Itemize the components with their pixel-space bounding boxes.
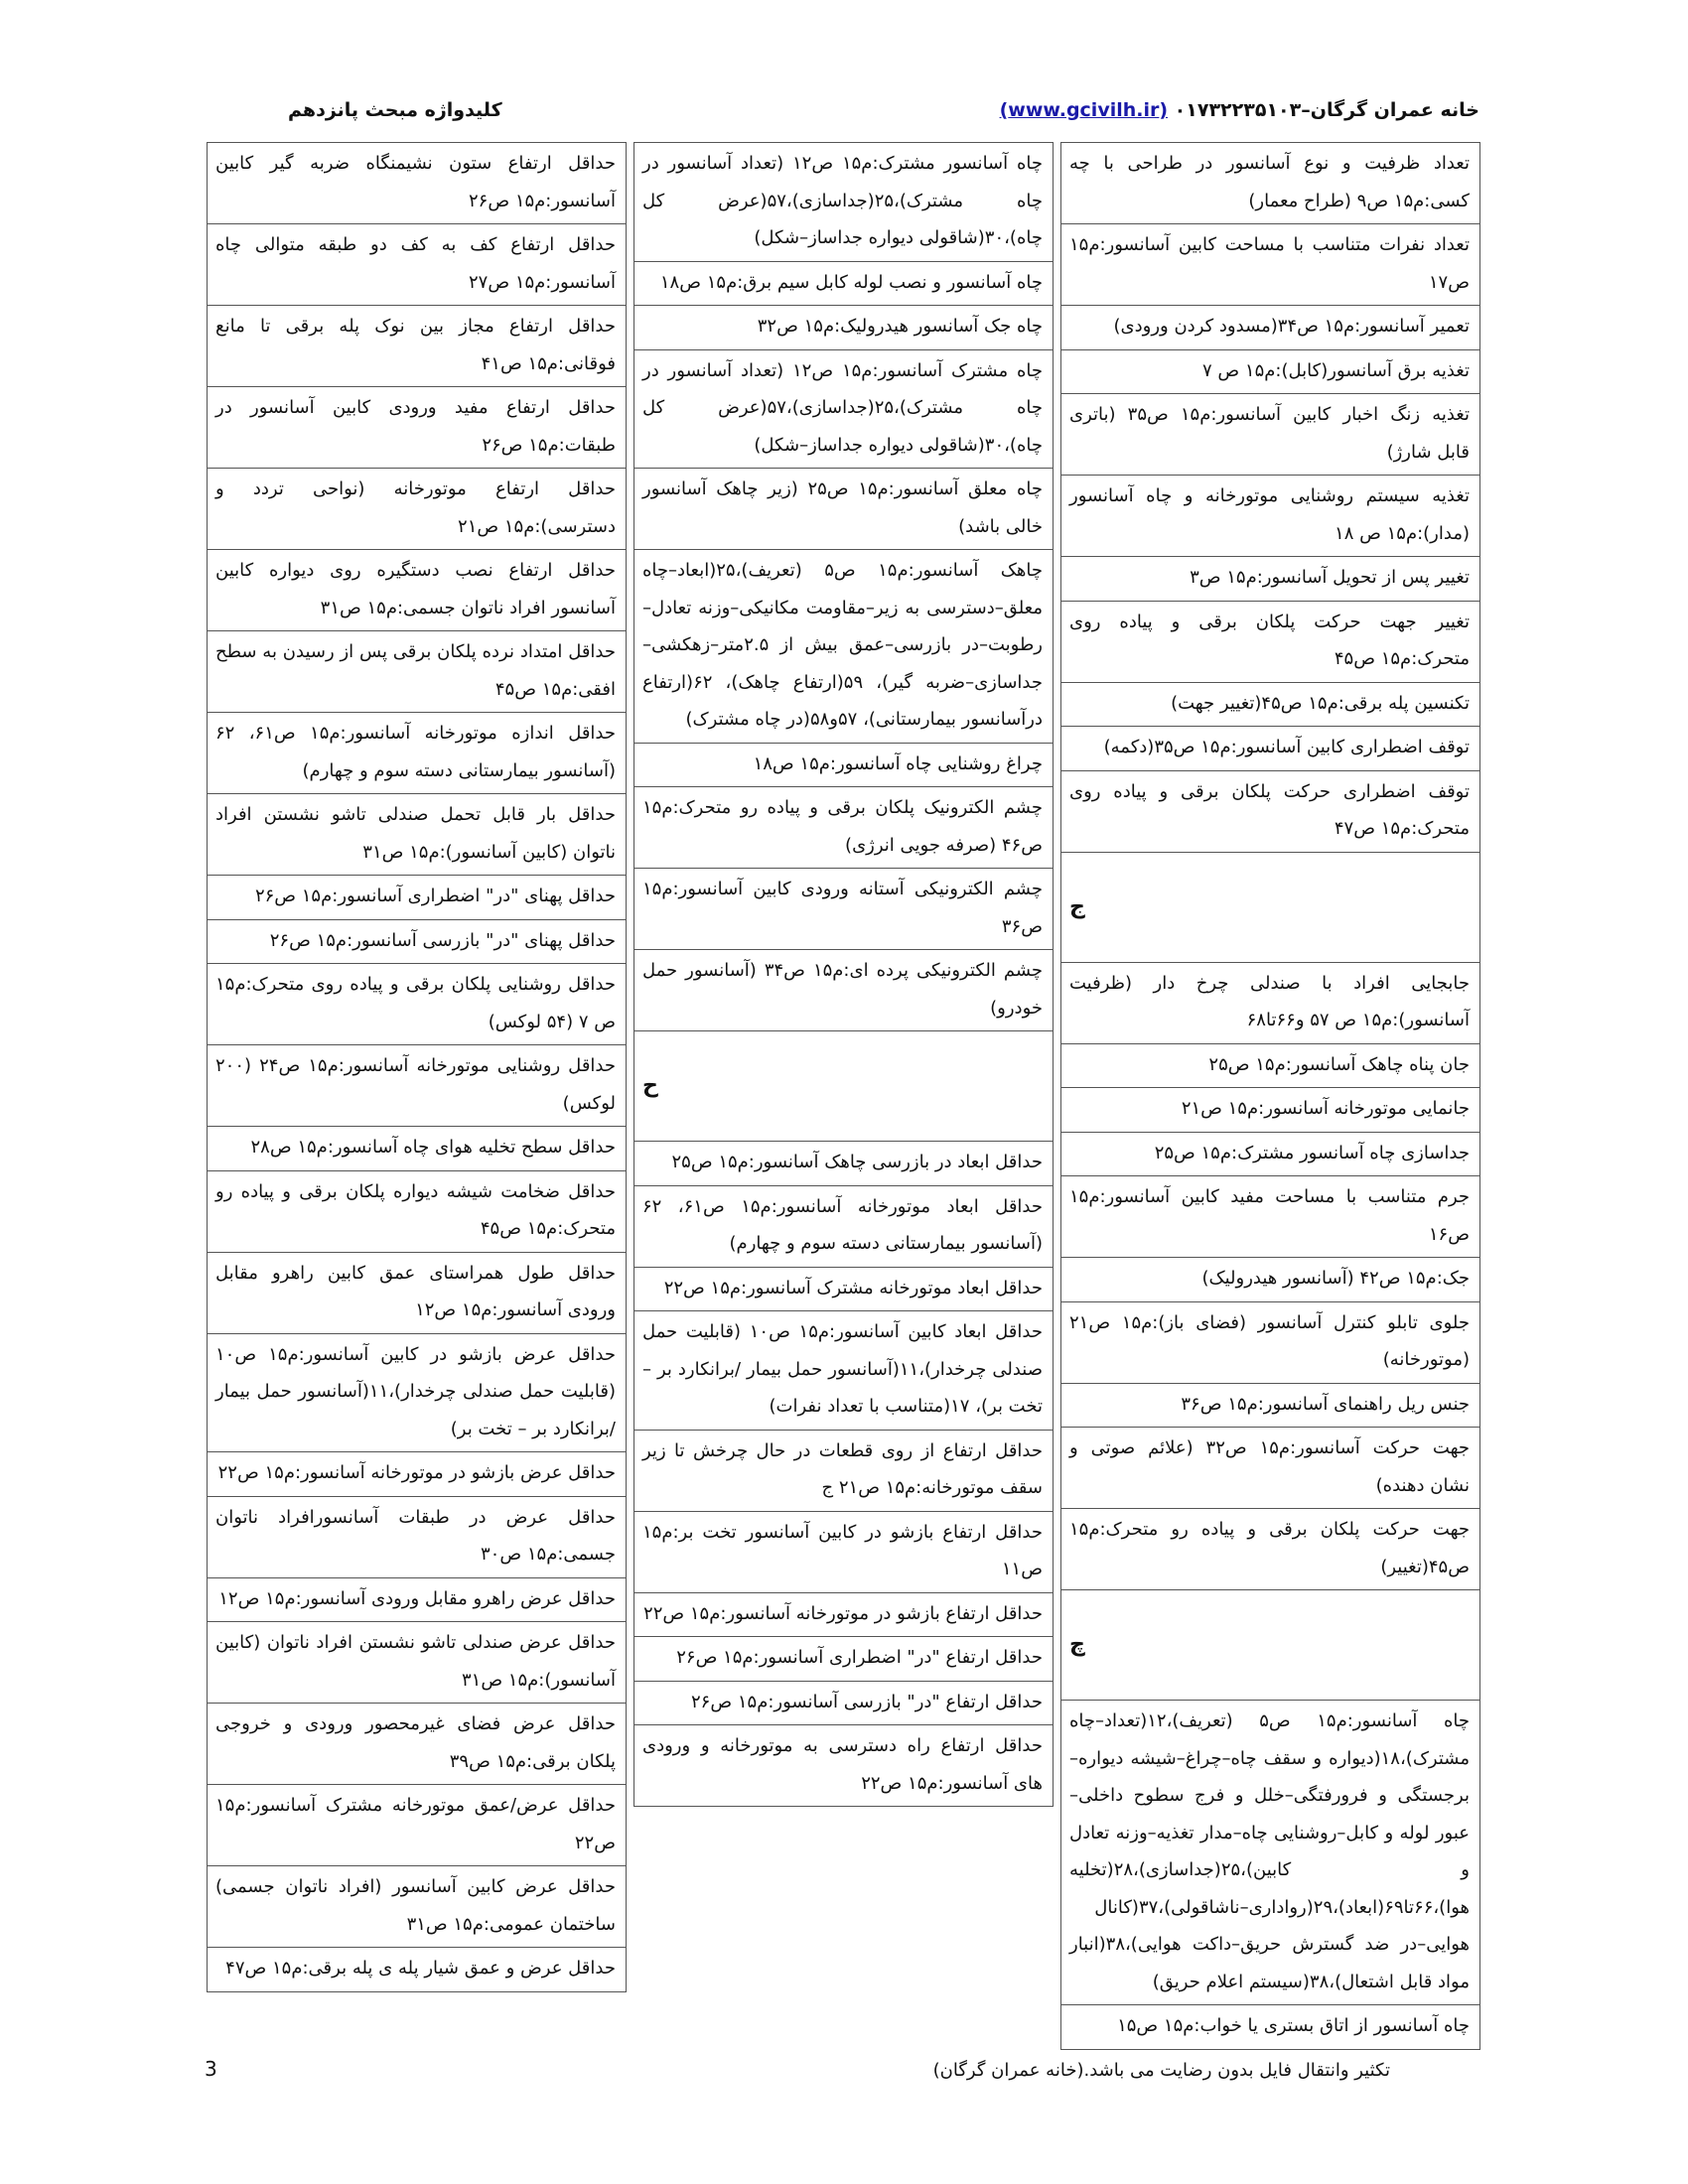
glossary-column-1	[1060, 143, 1480, 2050]
glossary-entry: چاه آسانسور مشترک:م۱۵ ص۱۲ (تعداد آسانسور در چاه مشترک)،۲۵(جداسازی)،۵۷(عرض کل چاه)،۳۰(شاقولی دیواره جداساز–شکل)	[633, 142, 1054, 262]
glossary-entry: تعداد نفرات متناسب با مساحت کابین آسانسور:م۱۵ ص۱۷	[1060, 223, 1480, 306]
glossary-entry: حداقل ارتفاع راه دسترسی به موتورخانه و ورودی های آسانسور:م۱۵ ص۲۲	[633, 1724, 1054, 1807]
glossary-entry: جلوی تابلو کنترل آسانسور (فضای باز):م۱۵ ص۲۱ (موتورخانه)	[1060, 1301, 1480, 1384]
glossary-entry: تغذیه برق آسانسور(کابل):م۱۵ ص ۷	[1060, 349, 1480, 395]
glossary-entry: توقف اضطراری حرکت پلکان برقی و پیاده روی متحرک:م۱۵ ص۴۷	[1060, 770, 1480, 853]
glossary-entry: توقف اضطراری کابین آسانسور:م۱۵ ص۳۵(دکمه)	[1060, 726, 1480, 771]
glossary-entry: حداقل عرض کابین آسانسور (افراد ناتوان جسمی) ساختمان عمومی:م۱۵ ص۳۱	[207, 1865, 627, 1948]
page-number: 3	[205, 2057, 217, 2081]
glossary-entry: چاه آسانسور و نصب لوله کابل سیم برق:م۱۵ ص۱۸	[633, 261, 1054, 307]
glossary-entry: جان پناه چاهک آسانسور:م۱۵ ص۲۵	[1060, 1043, 1480, 1089]
header-org: خانه عمران گرگان–۰۱۷۳۲۲۳۵۱۰۳	[1174, 99, 1479, 121]
glossary-entry: جک:م۱۵ ص۴۲ (آسانسور هیدرولیک)	[1060, 1257, 1480, 1302]
glossary-column-3	[207, 143, 627, 1992]
glossary-entry: حداقل ضخامت شیشه دیواره پلکان برقی و پیاده رو متحرک:م۱۵ ص۴۵	[207, 1170, 627, 1253]
glossary-entry: حداقل ارتفاع بازشو در موتورخانه آسانسور:م۱۵ ص۲۲	[633, 1592, 1054, 1638]
glossary-entry: حداقل عرض صندلی تاشو نشستن افراد ناتوان (کابین آسانسور):م۱۵ ص۳۱	[207, 1621, 627, 1704]
glossary-entry: حداقل ارتفاع بازشو در کابین آسانسور تخت بر:م۱۵ ص۱۱	[633, 1511, 1054, 1593]
glossary-entry: جرم متناسب با مساحت مفید کابین آسانسور:م۱۵ ص۱۶	[1060, 1175, 1480, 1258]
glossary-entry: حداقل ارتفاع ستون نشیمنگاه ضربه گیر کابین آسانسور:م۱۵ ص۲۶	[207, 142, 627, 224]
glossary-entry: تغذیه سیستم روشنایی موتورخانه و چاه آسانسور (مدار):م۱۵ ص ۱۸	[1060, 475, 1480, 557]
glossary-entry: تکنسین پله برقی:م۱۵ ص۴۵(تغییر جهت)	[1060, 682, 1480, 728]
glossary-entry: حداقل عرض و عمق شیار پله ی پله برقی:م۱۵ ص۴۷	[207, 1947, 627, 1992]
glossary-entry: جابجایی افراد با صندلی چرخ دار (ظرفیت آسانسور):م۱۵ ص ۵۷ و۶۶تا۶۸	[1060, 962, 1480, 1044]
glossary-entry: حداقل طول همراستای عمق کابین راهرو مقابل ورودی آسانسور:م۱۵ ص۱۲	[207, 1252, 627, 1334]
glossary-entry: چاه آسانسور:م۱۵ ص۵ (تعریف)،۱۲(تعداد–چاه مشترک)،۱۸(دیواره و سقف چاه–چراغ–شیشه دیواره–برجستگی و فرورفتگی–خلل و فرج سطوح داخلی–عبور لوله و کابل–روشنایی چاه–مدار تغذیه–وزنه تعادل و کابین)،۲۵(جداسازی)،۲۸(تخلیه هوا)،۶۶تا۶۹(ابعاد)،۲۹(رواداری–ناشاقولی)،۳۷(کانال هوایی–در ضد گسترش حریق–داکت هوایی)،۳۸(انبار مواد قابل اشتعال)،۳۸(سیستم اعلام حریق)	[1060, 1700, 1480, 2005]
glossary-entry: حداقل پهنای "در" اضطراری آسانسور:م۱۵ ص۲۶	[207, 875, 627, 920]
glossary-entry: جداسازی چاه آسانسور مشترک:م۱۵ ص۲۵	[1060, 1132, 1480, 1177]
section-letter-heading: چ	[1060, 1589, 1480, 1701]
glossary-entry: حداقل سطح تخلیه هوای چاه آسانسور:م۱۵ ص۲۸	[207, 1126, 627, 1171]
glossary-entry: چشم الکترونیک پلکان برقی و پیاده رو متحرک:م۱۵ ص۴۶ (صرفه جویی انرژی)	[633, 786, 1054, 869]
document-title: کلیدواژه مبحث پانزدهم	[288, 99, 502, 121]
glossary-entry: جنس ریل راهنمای آسانسور:م۱۵ ص۳۶	[1060, 1383, 1480, 1429]
glossary-column-2	[633, 143, 1054, 1807]
glossary-entry: حداقل عرض بازشو در کابین آسانسور:م۱۵ ص۱۰ (قابلیت حمل صندلی چرخدار)،۱۱(آسانسور حمل بیمار /برانکارد بر – تخت بر)	[207, 1333, 627, 1453]
glossary-entry: حداقل ارتفاع مفید ورودی کابین آسانسور در طبقات:م۱۵ ص۲۶	[207, 386, 627, 469]
glossary-entry: تعداد ظرفیت و نوع آسانسور در طراحی با چه کسی:م۱۵ ص۹ (طراح معمار)	[1060, 142, 1480, 224]
glossary-entry: حداقل پهنای "در" بازرسی آسانسور:م۱۵ ص۲۶	[207, 919, 627, 965]
glossary-entry: حداقل عرض/عمق موتورخانه مشترک آسانسور:م۱۵ ص۲۲	[207, 1784, 627, 1866]
glossary-entry: چشم الکترونیکی پرده ای:م۱۵ ص۳۴ (آسانسور حمل خودرو)	[633, 949, 1054, 1031]
glossary-entry: چاه مشترک آسانسور:م۱۵ ص۱۲ (تعداد آسانسور در چاه مشترک)،۲۵(جداسازی)،۵۷(عرض کل چاه)،۳۰(شاقولی دیواره جداساز–شکل)	[633, 349, 1054, 470]
header-org-info	[1000, 99, 1479, 121]
glossary-entry: چاه جک آسانسور هیدرولیک:م۱۵ ص۳۲	[633, 305, 1054, 350]
footer-note: تکثیر وانتقال فایل بدون رضایت می باشد.(خانه عمران گرگان)	[932, 2060, 1390, 2081]
glossary-entry: حداقل ارتفاع موتورخانه (نواحی تردد و دسترسی):م۱۵ ص۲۱	[207, 468, 627, 550]
glossary-entry: حداقل ارتفاع از روی قطعات در حال چرخش تا زیر سقف موتورخانه:م۱۵ ص۲۱ ج	[633, 1430, 1054, 1512]
section-letter-heading: ح	[633, 1030, 1054, 1142]
glossary-entry: چاه معلق آسانسور:م۱۵ ص۲۵ (زیر چاهک آسانسور خالی باشد)	[633, 468, 1054, 550]
glossary-entry: حداقل ابعاد کابین آسانسور:م۱۵ ص۱۰ (قابلیت حمل صندلی چرخدار)،۱۱(آسانسور حمل بیمار /برانکارد بر – تخت بر)، ۱۷(متناسب با تعداد نفرات)	[633, 1310, 1054, 1431]
glossary-columns	[207, 143, 1480, 2050]
glossary-entry: تغییر جهت حرکت پلکان برقی و پیاده روی متحرک:م۱۵ ص۴۵	[1060, 601, 1480, 683]
glossary-entry: حداقل عرض بازشو در موتورخانه آسانسور:م۱۵ ص۲۲	[207, 1451, 627, 1497]
glossary-entry: تغییر پس از تحویل آسانسور:م۱۵ ص۳	[1060, 556, 1480, 602]
glossary-entry: حداقل امتداد نرده پلکان برقی پس از رسیدن به سطح افقی:م۱۵ ص۴۵	[207, 630, 627, 713]
glossary-entry: جانمایی موتورخانه آسانسور:م۱۵ ص۲۱	[1060, 1087, 1480, 1133]
glossary-entry: چاه آسانسور از اتاق بستری یا خواب:م۱۵ ص۱۵	[1060, 2004, 1480, 2050]
glossary-entry: حداقل ابعاد موتورخانه آسانسور:م۱۵ ص۶۱، ۶۲ (آسانسور بیمارستانی دسته سوم و چهارم)	[633, 1185, 1054, 1268]
glossary-entry: حداقل عرض فضای غیرمحصور ورودی و خروجی پلکان برقی:م۱۵ ص۳۹	[207, 1703, 627, 1785]
glossary-entry: حداقل ارتفاع نصب دستگیره روی دیواره کابین آسانسور افراد ناتوان جسمی:م۱۵ ص۳۱	[207, 549, 627, 631]
glossary-entry: حداقل ارتفاع کف به کف دو طبقه متوالی چاه آسانسور:م۱۵ ص۲۷	[207, 223, 627, 306]
glossary-entry: جهت حرکت آسانسور:م۱۵ ص۳۲ (علائم صوتی و نشان دهنده)	[1060, 1427, 1480, 1509]
glossary-entry: حداقل روشنایی پلکان برقی و پیاده روی متحرک:م۱۵ ص ۷ (۵۴ لوکس)	[207, 963, 627, 1045]
glossary-entry: حداقل عرض راهرو مقابل ورودی آسانسور:م۱۵ ص۱۲	[207, 1577, 627, 1623]
header-website-link[interactable]: (www.gcivilh.ir)	[999, 99, 1169, 121]
glossary-entry: حداقل روشنایی موتورخانه آسانسور:م۱۵ ص۲۴ (۲۰۰ لوکس)	[207, 1044, 627, 1127]
glossary-entry: جهت حرکت پلکان برقی و پیاده رو متحرک:م۱۵ ص۴۵(تغییر)	[1060, 1508, 1480, 1590]
glossary-entry: حداقل ارتفاع مجاز بین نوک پله برقی تا مانع فوقانی:م۱۵ ص۴۱	[207, 305, 627, 387]
glossary-entry: چاهک آسانسور:م۱۵ ص۵ (تعریف)،۲۵(ابعاد–چاه معلق–دسترسی به زیر–مقاومت مکانیکی–وزنه تعادل–رطوبت–در بازرسی–عمق بیش از ۲.۵متر–زهکشی–جداسازی–ضربه گیر)، ۵۹(ارتفاع چاهک)، ۶۲(ارتفاع درآسانسور بیمارستانی)، ۵۷و۵۸(در چاه مشترک)	[633, 549, 1054, 744]
glossary-entry: حداقل ابعاد در بازرسی چاهک آسانسور:م۱۵ ص۲۵	[633, 1141, 1054, 1186]
glossary-entry: حداقل ارتفاع "در" بازرسی آسانسور:م۱۵ ص۲۶	[633, 1681, 1054, 1726]
glossary-entry: چشم الکترونیکی آستانه ورودی کابین آسانسور:م۱۵ ص۳۶	[633, 868, 1054, 950]
glossary-entry: حداقل ابعاد موتورخانه مشترک آسانسور:م۱۵ ص۲۲	[633, 1267, 1054, 1312]
page-header	[288, 99, 1479, 135]
glossary-entry: تعمیر آسانسور:م۱۵ ص۳۴(مسدود کردن ورودی)	[1060, 305, 1480, 350]
glossary-entry: حداقل اندازه موتورخانه آسانسور:م۱۵ ص۶۱، ۶۲ (آسانسور بیمارستانی دسته سوم و چهارم)	[207, 712, 627, 794]
glossary-entry: حداقل ارتفاع "در" اضطراری آسانسور:م۱۵ ص۲۶	[633, 1636, 1054, 1682]
section-letter-heading: ج	[1060, 852, 1480, 963]
glossary-entry: تغذیه زنگ اخبار کابین آسانسور:م۱۵ ص۳۵ (باتری قابل شارژ)	[1060, 393, 1480, 476]
glossary-entry: حداقل بار قابل تحمل صندلی تاشو نشستن افراد ناتوان (کابین آسانسور):م۱۵ ص۳۱	[207, 793, 627, 876]
glossary-entry: حداقل عرض در طبقات آسانسورافراد ناتوان جسمی:م۱۵ ص۳۰	[207, 1496, 627, 1578]
glossary-entry: چراغ روشنایی چاه آسانسور:م۱۵ ص۱۸	[633, 743, 1054, 788]
